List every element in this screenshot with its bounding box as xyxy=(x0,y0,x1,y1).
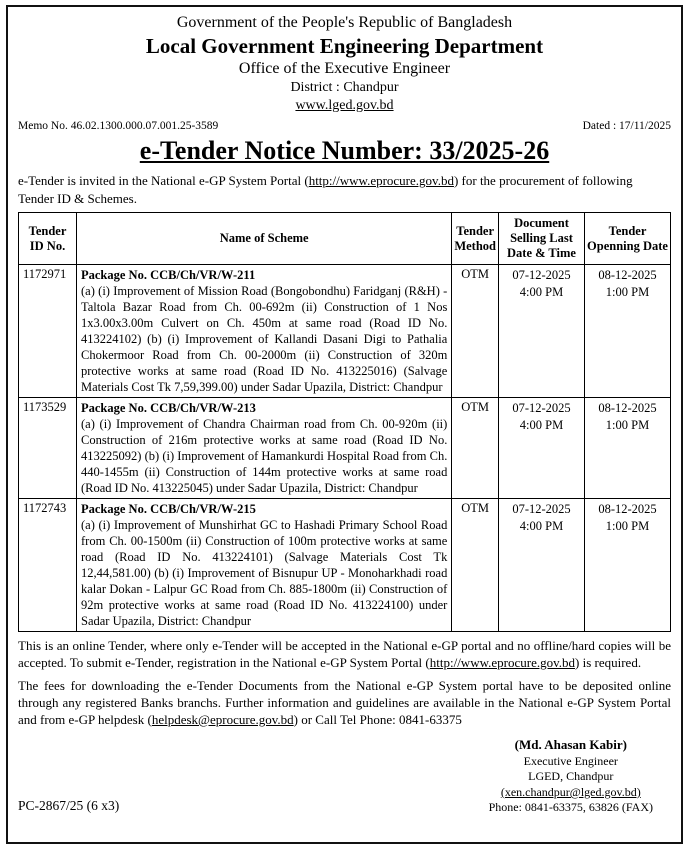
office-name: Office of the Executive Engineer xyxy=(238,60,451,78)
footer-para2-before: The fees for downloading the e-Tender Documents from the National e-GP System portal have to be deposited online through any registered Banks branchs. Further information and guidelines are available in the National e-GP System Portal and from e-GP helpdesk ( xyxy=(18,678,671,727)
opening-date: 08-12-2025 xyxy=(598,502,657,517)
signatory-email[interactable]: (xen.chandpur@lged.gov.bd) xyxy=(500,784,641,799)
header-tender-id: Tender ID No. xyxy=(19,213,77,265)
notice-title: e-Tender Notice Number: 33/2025-26 xyxy=(139,136,550,166)
table-row xyxy=(19,499,671,632)
selling-date-cell xyxy=(499,398,585,499)
footer-para1-after: ) is required. xyxy=(575,655,642,671)
memo-row xyxy=(18,120,671,132)
scheme-cell xyxy=(77,265,452,398)
footer-paragraph-fees xyxy=(18,678,671,729)
table-row xyxy=(19,265,671,398)
signatory-org: LGED, Chandpur xyxy=(528,769,614,784)
website-link[interactable]: www.lged.gov.bd xyxy=(295,97,394,113)
opening-date: 08-12-2025 xyxy=(598,401,657,416)
scheme-description: (a) (i) Improvement of Mission Road (Bongobondhu) Faridganj (R&H) - Taltola Bazar Road from Ch. 00-692m (ii) Construction of 1 Nos 1x3.00x3.00m Culvert on Ch. 450m at same road (Road ID No. 413224102) (b) (i) Improvement of Kallandi Dasani Digi to Pathalia Chokermoor Road from Ch. 00-2000m (ii) Construction of 320m protective works at same road (Road ID No. 413225016) (Salvage Materials Cost Tk 7,59,399.00) under Sadar Upazila, District: Chandpur xyxy=(81,284,448,395)
opening-date-cell xyxy=(585,265,671,398)
pc-reference-code: PC-2867/25 (6 x3) xyxy=(18,798,120,814)
intro-text-before: e-Tender is invited in the National e-GP System Portal ( xyxy=(18,173,309,189)
footer-para1-before: This is an online Tender, where only e-Tender will be accepted in the National e-GP portal and no offline/hard copies will be accepted. To submit e-Tender, registration in the National e-GP System Portal ( xyxy=(18,638,671,671)
tender-id-cell: 1172971 xyxy=(19,265,77,398)
package-number: Package No. CCB/Ch/VR/W-211 xyxy=(81,268,256,283)
selling-date-cell xyxy=(499,499,585,632)
page-border-frame xyxy=(6,5,683,844)
scheme-cell xyxy=(77,499,452,632)
opening-date-cell xyxy=(585,398,671,499)
department-name: Local Government Engineering Department xyxy=(145,34,544,58)
opening-date: 08-12-2025 xyxy=(598,268,657,283)
helpdesk-email-link[interactable]: helpdesk@eprocure.gov.bd xyxy=(151,711,294,727)
signature-block xyxy=(489,737,653,816)
footer-para2-after: ) or Call Tel Phone: 0841-63375 xyxy=(293,711,462,727)
selling-date-cell xyxy=(499,265,585,398)
tender-table xyxy=(18,212,671,632)
header-selling-date: Document Selling Last Date & Time xyxy=(499,213,585,265)
bottom-row xyxy=(18,737,671,816)
header-scheme-name: Name of Scheme xyxy=(77,213,452,265)
tender-table-header xyxy=(19,213,671,265)
tender-id-cell: 1173529 xyxy=(19,398,77,499)
intro-paragraph xyxy=(18,172,671,207)
memo-date: Dated : 17/11/2025 xyxy=(582,120,671,133)
government-name: Government of the People's Republic of Bangladesh xyxy=(176,14,513,31)
eprocure-link[interactable]: http://www.eprocure.gov.bd xyxy=(308,173,454,189)
opening-time: 1:00 PM xyxy=(605,284,650,299)
opening-time: 1:00 PM xyxy=(605,518,650,533)
selling-date: 07-12-2025 xyxy=(512,401,571,416)
header-tender-method: Tender Method xyxy=(452,213,499,265)
package-number: Package No. CCB/Ch/VR/W-213 xyxy=(81,401,256,416)
table-row xyxy=(19,398,671,499)
eprocure-link-footer[interactable]: http://www.eprocure.gov.bd xyxy=(429,655,576,671)
scheme-description: (a) (i) Improvement of Munshirhat GC to Hashadi Primary School Road from Ch. 00-1500m (ii) Construction of 100m protective works at same road (Road ID No. 413224101) (Salvage Materials Cost Tk 12,44,581.00) (b) (i) Improvement of Bisnupur UP - Monoharkhadi road kalar Dokan - Lalpur GC Road from Ch. 885-1800m (ii) Construction of 92m protective works at same road (Road ID No. 413224100) under Sadar Upazila, District: Chandpur xyxy=(81,518,448,629)
table-header-row xyxy=(19,213,671,265)
selling-date: 07-12-2025 xyxy=(512,268,571,283)
signatory-name: (Md. Ahasan Kabir) xyxy=(514,736,627,752)
district-name: District : Chandpur xyxy=(290,80,399,96)
tender-method-cell: OTM xyxy=(452,398,499,499)
header-opening-date: Tender Openning Date xyxy=(585,213,671,265)
scheme-description: (a) (i) Improvement of Chandra Chairman road from Ch. 00-920m (ii) Construction of 216m protective works at same road (Road ID No. 413225092) (b) (i) Improvement of Hamankurdi Hospital Road from Ch. 440-1455m (ii) Construction of 144m protective works at same road (Road ID No. 413225045) under Sadar Upazila, District: Chandpur xyxy=(81,417,448,496)
package-number: Package No. CCB/Ch/VR/W-215 xyxy=(81,502,256,517)
tender-id-cell: 1172743 xyxy=(19,499,77,632)
opening-date-cell xyxy=(585,499,671,632)
selling-time: 4:00 PM xyxy=(519,417,564,432)
tender-method-cell: OTM xyxy=(452,265,499,398)
document-header xyxy=(18,13,671,114)
scheme-cell xyxy=(77,398,452,499)
selling-time: 4:00 PM xyxy=(519,518,564,533)
tender-method-cell: OTM xyxy=(452,499,499,632)
memo-number: Memo No. 46.02.1300.000.07.001.25-3589 xyxy=(18,120,219,133)
signatory-title: Executive Engineer xyxy=(523,753,618,768)
selling-time: 4:00 PM xyxy=(519,284,564,299)
signatory-phone: Phone: 0841-63375, 63826 (FAX) xyxy=(488,800,653,815)
intro-text-after: ) for the procurement of following Tender ID & Schemes. xyxy=(18,173,633,206)
footer-paragraph-online-tender xyxy=(18,638,671,672)
selling-date: 07-12-2025 xyxy=(512,502,571,517)
opening-time: 1:00 PM xyxy=(605,417,650,432)
